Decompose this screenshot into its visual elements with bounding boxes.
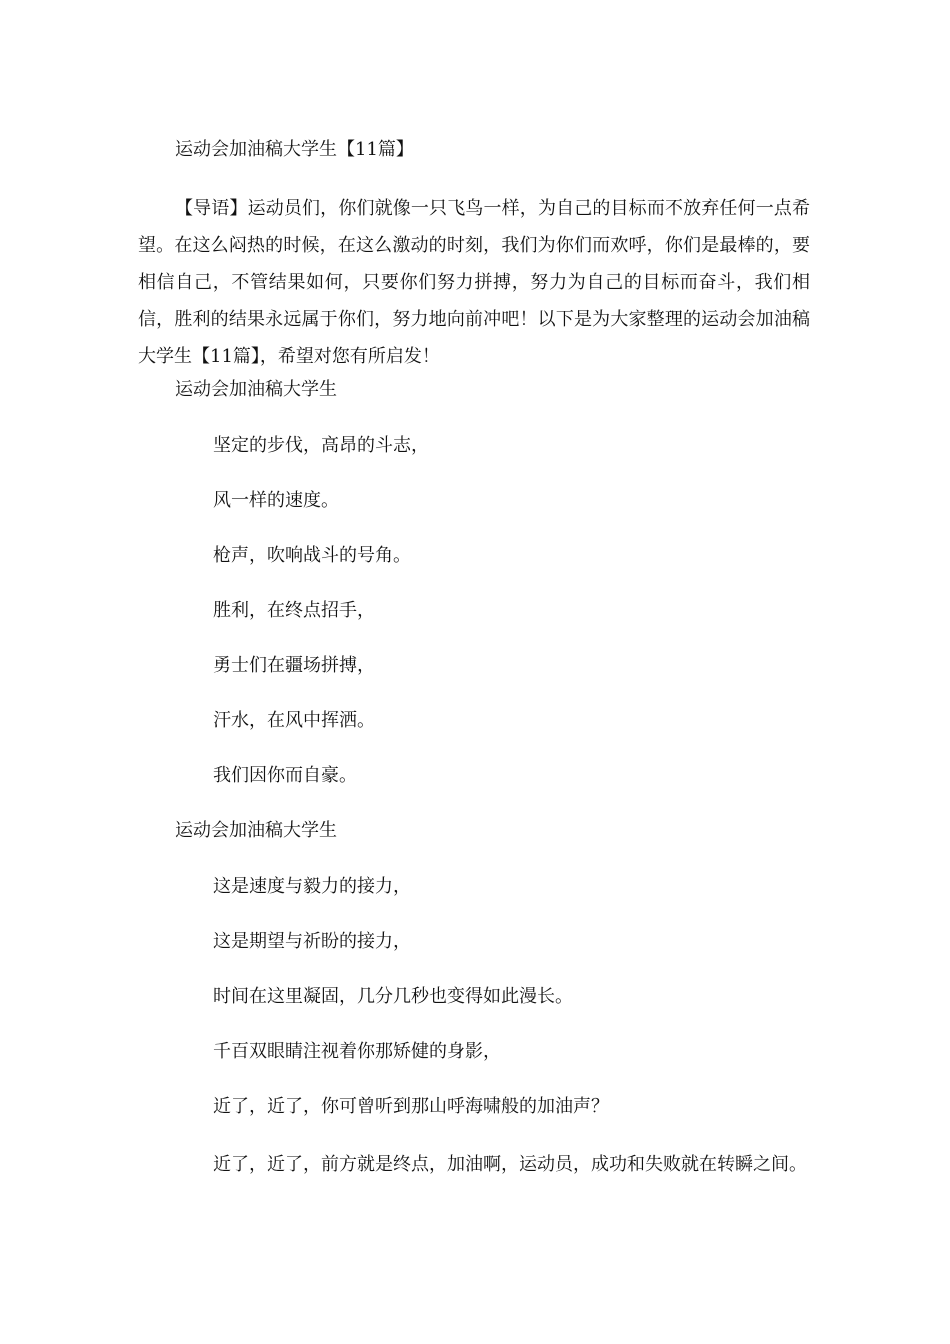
verse-line: 枪声，吹响战斗的号角。 xyxy=(213,545,411,566)
verse-line: 勇士们在疆场拼搏， xyxy=(213,655,375,676)
section-heading-2: 运动会加油稿大学生 xyxy=(175,820,337,841)
verse-line: 汗水，在风中挥洒。 xyxy=(213,710,375,731)
verse-line: 这是期望与祈盼的接力， xyxy=(213,931,411,952)
verse-line: 胜利，在终点招手， xyxy=(213,600,375,621)
intro-paragraph: 【导语】运动员们，你们就像一只飞鸟一样，为自己的目标而不放弃任何一点希望。在这么闷热的时候，在这么激动的时刻，我们为你们而欢呼，你们是最棒的，要相信自己，不管结果如何，只要你们努力拼搏，努力为自己的目标而奋斗，我们相信，胜利的结果永远属于你们，努力地向前冲吧！以下是为大家整理的运动会加油稿大学生【11篇】，希望对您有所启发！ xyxy=(138,198,810,367)
verse-line: 这是速度与毅力的接力， xyxy=(213,876,411,897)
verse-line: 近了，近了，你可曾听到那山呼海啸般的加油声？ xyxy=(213,1096,609,1117)
document-title: 运动会加油稿大学生【11篇】 xyxy=(175,139,414,160)
verse-line: 时间在这里凝固，几分几秒也变得如此漫长。 xyxy=(213,986,573,1007)
section-heading-1: 运动会加油稿大学生 xyxy=(175,379,337,400)
verse-line: 近了，近了，前方就是终点，加油啊，运动员，成功和失败就在转瞬之间。 xyxy=(213,1154,807,1175)
verse-line: 坚定的步伐，高昂的斗志， xyxy=(213,435,429,456)
verse-line: 我们因你而自豪。 xyxy=(213,765,357,786)
verse-line: 千百双眼睛注视着你那矫健的身影， xyxy=(213,1041,501,1062)
verse-line: 风一样的速度。 xyxy=(213,490,339,511)
